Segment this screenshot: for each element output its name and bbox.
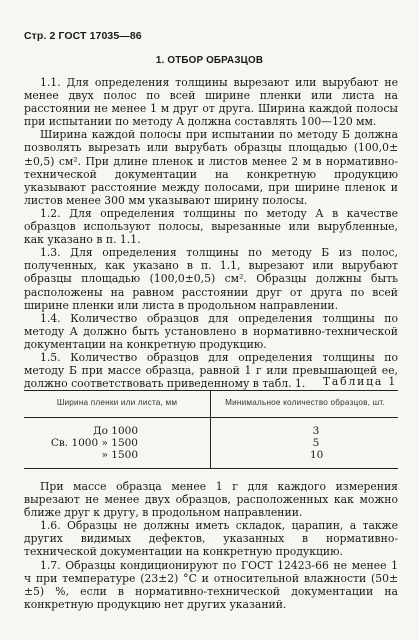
table-cell-count: 10 bbox=[310, 449, 324, 461]
paragraph-1-1-b: Ширина каждой полосы при испытании по методу Б должна позволять вырезать или вырубать образцы площадью (100,0± ±0,5) см². При длине пленок и листов менее 2 м в нормативно-технической документации на конкретную продукцию указывают расстояние между полосами, при ширине пленок и листов менее 300 мм указывают ширину полосы. bbox=[24, 128, 398, 207]
paragraph-1-7: 1.7. Образцы кондиционируют по ГОСТ 12423-66 не менее 1 ч при температуре (23±2) °С и относительной влажности (50± ±5) %, если в нормативно-технической документации на конкретную продукцию нет других указаний. bbox=[24, 558, 398, 611]
paragraph-1-1: 1.1. Для определения толщины вырезают или вырубают не менее двух полос по всей ширине пленки или листа на расстоянии не менее 1 м друг от друга. Ширина каждой полосы при испытании по методу А должна составлять 100—120 мм. bbox=[24, 76, 398, 129]
table-cell-count: 5 bbox=[312, 437, 320, 449]
body-text-top bbox=[24, 76, 398, 390]
paragraph-1-4: 1.4. Количество образцов для определения толщины по методу А должно быть установлено в нормативно-технической документации на конкретную продукцию. bbox=[24, 311, 398, 351]
table-header-width: Ширина пленки или листа, мм bbox=[56, 398, 178, 407]
section-title: 1. ОТБОР ОБРАЗЦОВ bbox=[155, 55, 264, 66]
page-header: Стр. 2 ГОСТ 17035—86 bbox=[24, 30, 142, 42]
paragraph-1-5: 1.5. Количество образцов для определения толщины по методу Б при массе образца, равной 1 г или превышающей ее, должно соответствовать приведенному в табл. 1. bbox=[24, 350, 398, 391]
table-cell-width: » 1500 bbox=[101, 449, 138, 461]
paragraph-1-6: 1.6. Образцы не должны иметь складок, царапин, а также других видимых дефектов, указанных в нормативно-технической документации на конкретную продукцию. bbox=[24, 519, 398, 559]
table-header-row bbox=[24, 391, 398, 418]
table-cell-width: До 1000 bbox=[93, 425, 138, 437]
table-row bbox=[24, 437, 398, 449]
paragraph-1-3: 1.3. Для определения толщины по методу Б из полос, полученных, как указано в п. 1.1, вырезают или вырубают образцы площадью (100,0±0,5) см². Образцы должны быть расположены на равном расстоянии друг от друга по всей ширине пленки или листа в продольном направлении. bbox=[24, 246, 398, 312]
table-1 bbox=[24, 390, 398, 469]
table-row bbox=[24, 449, 398, 461]
table-row bbox=[24, 425, 398, 437]
table-caption: Таблица 1 bbox=[322, 375, 397, 388]
table-header-count: Минимальное количество образцов, шт. bbox=[225, 398, 385, 407]
paragraph-mass: При массе образца менее 1 г для каждого измерения вырезают не менее двух образцов, расположенных как можно ближе друг к другу, в продольном направлении. bbox=[24, 480, 398, 520]
table-cell-width: Св. 1000 » 1500 bbox=[50, 437, 138, 449]
body-text-bottom bbox=[24, 480, 398, 611]
table-cell-count: 3 bbox=[312, 425, 320, 437]
paragraph-1-2: 1.2. Для определения толщины по методу А в качестве образцов используют полосы, вырезанные или вырубленные, как указано в п. 1.1. bbox=[24, 206, 398, 247]
